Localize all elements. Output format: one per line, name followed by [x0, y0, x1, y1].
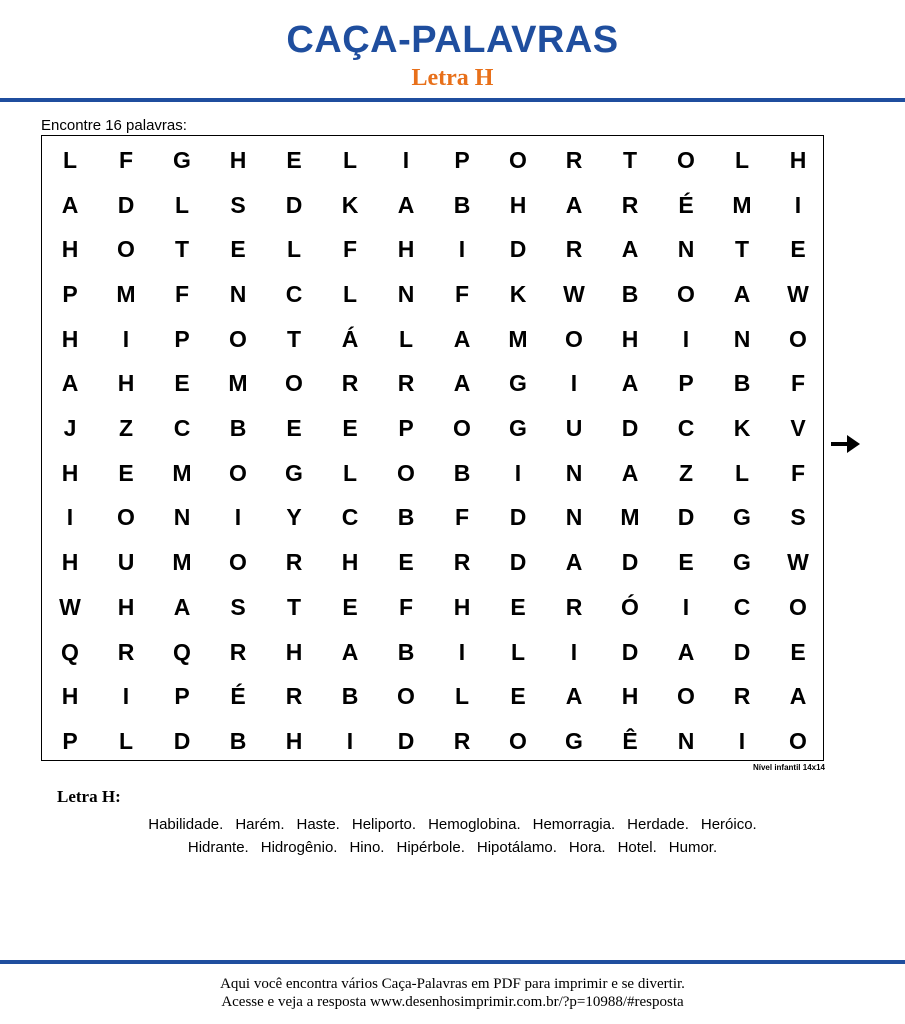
grid-cell: A: [565, 683, 583, 710]
grid-cell: A: [733, 280, 751, 307]
grid-cell: G: [565, 727, 583, 754]
grid-cell: H: [285, 727, 303, 754]
grid-cell: D: [621, 638, 639, 665]
grid-cell: D: [397, 727, 415, 754]
grid-cell: Á: [341, 325, 359, 352]
word-list-item: Haste.: [296, 816, 340, 833]
grid-cell: I: [234, 504, 242, 531]
grid-cell: F: [342, 236, 358, 263]
word-list-item: Hidrante.: [187, 839, 249, 856]
grid-cell: F: [454, 280, 470, 307]
word-list-item: Hemorragia.: [532, 816, 616, 833]
grid-cell: P: [398, 415, 414, 442]
grid-cell: O: [789, 727, 807, 754]
footer-line-2: Acesse e veja a resposta www.desenhosimprimir.com.br/?p=10988/#resposta: [221, 994, 684, 1010]
grid-cell: R: [453, 549, 471, 576]
grid-cell: H: [789, 146, 807, 173]
grid-cell: M: [116, 280, 136, 307]
grid-cell: R: [565, 146, 583, 173]
grid-cell: K: [733, 415, 751, 442]
word-list-item: Humor.: [668, 839, 718, 856]
grid-cell: O: [229, 325, 247, 352]
grid-cell: D: [117, 191, 135, 218]
word-list-item: Hipérbole.: [396, 839, 465, 856]
grid-cell: V: [790, 415, 806, 442]
grid-cell: R: [117, 638, 135, 665]
grid-cell: A: [565, 549, 583, 576]
bottom-divider: [0, 960, 905, 964]
grid-cell: G: [733, 504, 751, 531]
grid-cell: P: [62, 280, 78, 307]
top-divider: [0, 98, 905, 102]
grid-cell: S: [790, 504, 806, 531]
grid-cell: D: [173, 727, 191, 754]
grid-cell: L: [734, 146, 750, 173]
word-list-item: Harém.: [235, 816, 285, 833]
grid-cell: T: [286, 325, 302, 352]
page-title: CAÇA-PALAVRAS: [286, 19, 619, 61]
grid-cell: G: [733, 549, 751, 576]
grid-cell: M: [228, 370, 248, 397]
grid-cell: O: [677, 683, 695, 710]
grid-cell: D: [733, 638, 751, 665]
word-list-item: Habilidade.: [148, 816, 224, 833]
grid-cell: F: [174, 280, 190, 307]
grid-cell: T: [622, 146, 638, 173]
grid-cell: E: [510, 593, 526, 620]
grid-cell: E: [510, 683, 526, 710]
grid-cell: L: [454, 683, 470, 710]
grid-cell: F: [398, 593, 414, 620]
grid-cell: B: [733, 370, 751, 397]
grid-cell: F: [790, 459, 806, 486]
grid-cell: N: [229, 280, 247, 307]
grid-cell: D: [509, 236, 527, 263]
grid-cell: O: [789, 325, 807, 352]
word-list-item: Hino.: [349, 839, 385, 856]
grid-cell: I: [738, 727, 746, 754]
grid-cell: Y: [286, 504, 302, 531]
grid-cell: I: [122, 325, 130, 352]
grid-cell: B: [453, 191, 471, 218]
grid-cell: P: [454, 146, 470, 173]
grid-cell: I: [66, 504, 74, 531]
grid-cell: H: [61, 325, 79, 352]
grid-cell: E: [342, 593, 358, 620]
grid-cell: O: [117, 236, 135, 263]
grid-cell: C: [733, 593, 751, 620]
grid-cell: H: [621, 683, 639, 710]
grid-cell: E: [790, 236, 806, 263]
grid-cell: Z: [678, 459, 694, 486]
grid-cell: W: [787, 549, 809, 576]
grid-cell: H: [117, 370, 135, 397]
grid-cell: L: [174, 191, 190, 218]
grid-cell: H: [397, 236, 415, 263]
grid-cell: A: [453, 370, 471, 397]
grid-cell: P: [678, 370, 694, 397]
grid-cell: N: [397, 280, 415, 307]
grid-cell: D: [621, 549, 639, 576]
grid-cell: N: [173, 504, 191, 531]
grid-cell: A: [621, 236, 639, 263]
grid-cell: I: [122, 683, 130, 710]
grid-cell: A: [341, 638, 359, 665]
grid-cell: G: [509, 415, 527, 442]
grid-cell: O: [229, 459, 247, 486]
grid-cell: N: [677, 727, 695, 754]
grid-cell: O: [509, 727, 527, 754]
grid-cell: N: [565, 504, 583, 531]
grid-cell: O: [509, 146, 527, 173]
grid-cell: L: [118, 727, 134, 754]
grid-cell: C: [677, 415, 695, 442]
grid-cell: L: [286, 236, 302, 263]
grid-cell: I: [346, 727, 354, 754]
arrow-right-icon[interactable]: [829, 430, 861, 458]
grid-cell: I: [794, 191, 802, 218]
instruction-text: Encontre 16 palavras:: [41, 117, 187, 134]
grid-cell: E: [342, 415, 358, 442]
grid-cell: A: [61, 191, 79, 218]
grid-cell: I: [514, 459, 522, 486]
grid-cell: D: [509, 504, 527, 531]
grid-cell: O: [453, 415, 471, 442]
grid-cell: O: [397, 683, 415, 710]
word-list-item: Heróico.: [700, 816, 757, 833]
grid-cell: A: [789, 683, 807, 710]
grid-cell: A: [565, 191, 583, 218]
grid-cell: O: [285, 370, 303, 397]
grid-cell: G: [285, 459, 303, 486]
word-list-item: Hemoglobina.: [428, 816, 521, 833]
grid-cell: Ó: [621, 593, 639, 620]
page-subtitle: Letra H: [411, 65, 494, 91]
grid-cell: P: [174, 683, 190, 710]
grid-cell: N: [565, 459, 583, 486]
grid-cell: E: [286, 146, 302, 173]
grid-cell: O: [677, 280, 695, 307]
grid-cell: Q: [173, 638, 191, 665]
grid-cell: M: [172, 549, 192, 576]
word-list-item: Herdade.: [627, 816, 689, 833]
grid-cell: B: [453, 459, 471, 486]
grid-cell: E: [790, 638, 806, 665]
grid-cell: A: [61, 370, 79, 397]
grid-cell: H: [61, 459, 79, 486]
word-list-line-1: [0, 816, 905, 834]
grid-cell: H: [453, 593, 471, 620]
grid-cell: O: [229, 549, 247, 576]
grid-cell: D: [509, 549, 527, 576]
grid-cell: T: [174, 236, 190, 263]
grid-cell: B: [621, 280, 639, 307]
grid-cell: M: [620, 504, 640, 531]
grid-cell: H: [229, 146, 247, 173]
grid-cell: A: [397, 191, 415, 218]
grid-cell: C: [341, 504, 359, 531]
grid-cell: E: [286, 415, 302, 442]
grid-cell: L: [342, 146, 358, 173]
grid-cell: B: [229, 727, 247, 754]
grid-cell: E: [398, 549, 414, 576]
grid-cell: G: [173, 146, 191, 173]
grid-cell: A: [173, 593, 191, 620]
grid-cell: L: [510, 638, 526, 665]
grid-cell: H: [61, 549, 79, 576]
grid-cell: O: [677, 146, 695, 173]
grid-cell: A: [453, 325, 471, 352]
grid-cell: O: [117, 504, 135, 531]
word-list-line-2: [0, 839, 905, 857]
grid-cell: H: [285, 638, 303, 665]
grid-cell: W: [787, 280, 809, 307]
grid-cell: F: [454, 504, 470, 531]
grid-cell: M: [508, 325, 528, 352]
grid-cell: S: [230, 593, 246, 620]
grid-cell: L: [734, 459, 750, 486]
grid-cell: I: [402, 146, 410, 173]
grid-cell: R: [565, 236, 583, 263]
grid-cell: B: [397, 638, 415, 665]
grid-cell: C: [285, 280, 303, 307]
footer-line-1: Aqui você encontra vários Caça-Palavras em PDF para imprimir e se divertir.: [220, 976, 685, 992]
grid-cell: E: [118, 459, 134, 486]
grid-cell: U: [117, 549, 135, 576]
grid-cell: I: [682, 593, 690, 620]
grid-cell: M: [172, 459, 192, 486]
grid-cell: F: [790, 370, 806, 397]
grid-cell: L: [398, 325, 414, 352]
grid-cell: W: [563, 280, 585, 307]
grid-cell: H: [117, 593, 135, 620]
grid-cell: H: [341, 549, 359, 576]
grid-cell: P: [62, 727, 78, 754]
grid-cell: K: [509, 280, 527, 307]
grid-cell: É: [678, 191, 694, 218]
grid-cell: E: [678, 549, 694, 576]
grid-cell: R: [733, 683, 751, 710]
grid-cell: R: [565, 593, 583, 620]
grid-cell: T: [286, 593, 302, 620]
grid-cell: É: [230, 683, 246, 710]
word-list-title: Letra H:: [57, 787, 121, 806]
grid-cell: Z: [118, 415, 134, 442]
grid-cell: R: [453, 727, 471, 754]
grid-cell: H: [61, 683, 79, 710]
grid-cell: Q: [61, 638, 79, 665]
grid-cell: E: [174, 370, 190, 397]
word-list-item: Hotel.: [617, 839, 657, 856]
grid-cell: I: [682, 325, 690, 352]
grid-cell: A: [621, 459, 639, 486]
grid-cell: G: [509, 370, 527, 397]
grid-cell: W: [59, 593, 81, 620]
grid-cell: R: [285, 549, 303, 576]
grid-cell: H: [509, 191, 527, 218]
grid-cell: R: [621, 191, 639, 218]
grid-cell: T: [734, 236, 750, 263]
grid-cell: U: [565, 415, 583, 442]
word-list-item: Heliporto.: [351, 816, 417, 833]
grid-cell: Ê: [622, 727, 638, 754]
grid-cell: I: [570, 370, 578, 397]
grid-cell: S: [230, 191, 246, 218]
grid-cell: O: [565, 325, 583, 352]
grid-cell: A: [677, 638, 695, 665]
grid-cell: J: [63, 415, 77, 442]
level-label: Nível infantil 14x14: [752, 763, 825, 772]
grid-cell: R: [341, 370, 359, 397]
grid-cell: P: [174, 325, 190, 352]
grid-cell: D: [621, 415, 639, 442]
grid-cell: O: [397, 459, 415, 486]
grid-cell: F: [118, 146, 134, 173]
grid-cell: E: [230, 236, 246, 263]
grid-cell: O: [789, 593, 807, 620]
grid-cell: A: [621, 370, 639, 397]
grid-cell: I: [458, 638, 466, 665]
grid-cell: B: [229, 415, 247, 442]
grid-cell: L: [342, 459, 358, 486]
word-list-item: Hipotálamo.: [476, 839, 557, 856]
word-search-grid: [41, 135, 824, 761]
grid-cell: M: [732, 191, 752, 218]
grid-cell: D: [677, 504, 695, 531]
grid-cell: N: [677, 236, 695, 263]
grid-cell: I: [458, 236, 466, 263]
grid-cell: L: [62, 146, 78, 173]
grid-cell: D: [285, 191, 303, 218]
word-list-item: Hidrogênio.: [260, 839, 338, 856]
grid-cell: H: [621, 325, 639, 352]
grid-cell: K: [341, 191, 359, 218]
grid-cell: N: [733, 325, 751, 352]
grid-cell: H: [61, 236, 79, 263]
grid-cell: B: [397, 504, 415, 531]
grid-cell: R: [229, 638, 247, 665]
grid-cell: R: [285, 683, 303, 710]
grid-cell: I: [570, 638, 578, 665]
grid-cell: L: [342, 280, 358, 307]
grid-cell: R: [397, 370, 415, 397]
grid-cell: B: [341, 683, 359, 710]
word-list-item: Hora.: [568, 839, 606, 856]
grid-cell: C: [173, 415, 191, 442]
